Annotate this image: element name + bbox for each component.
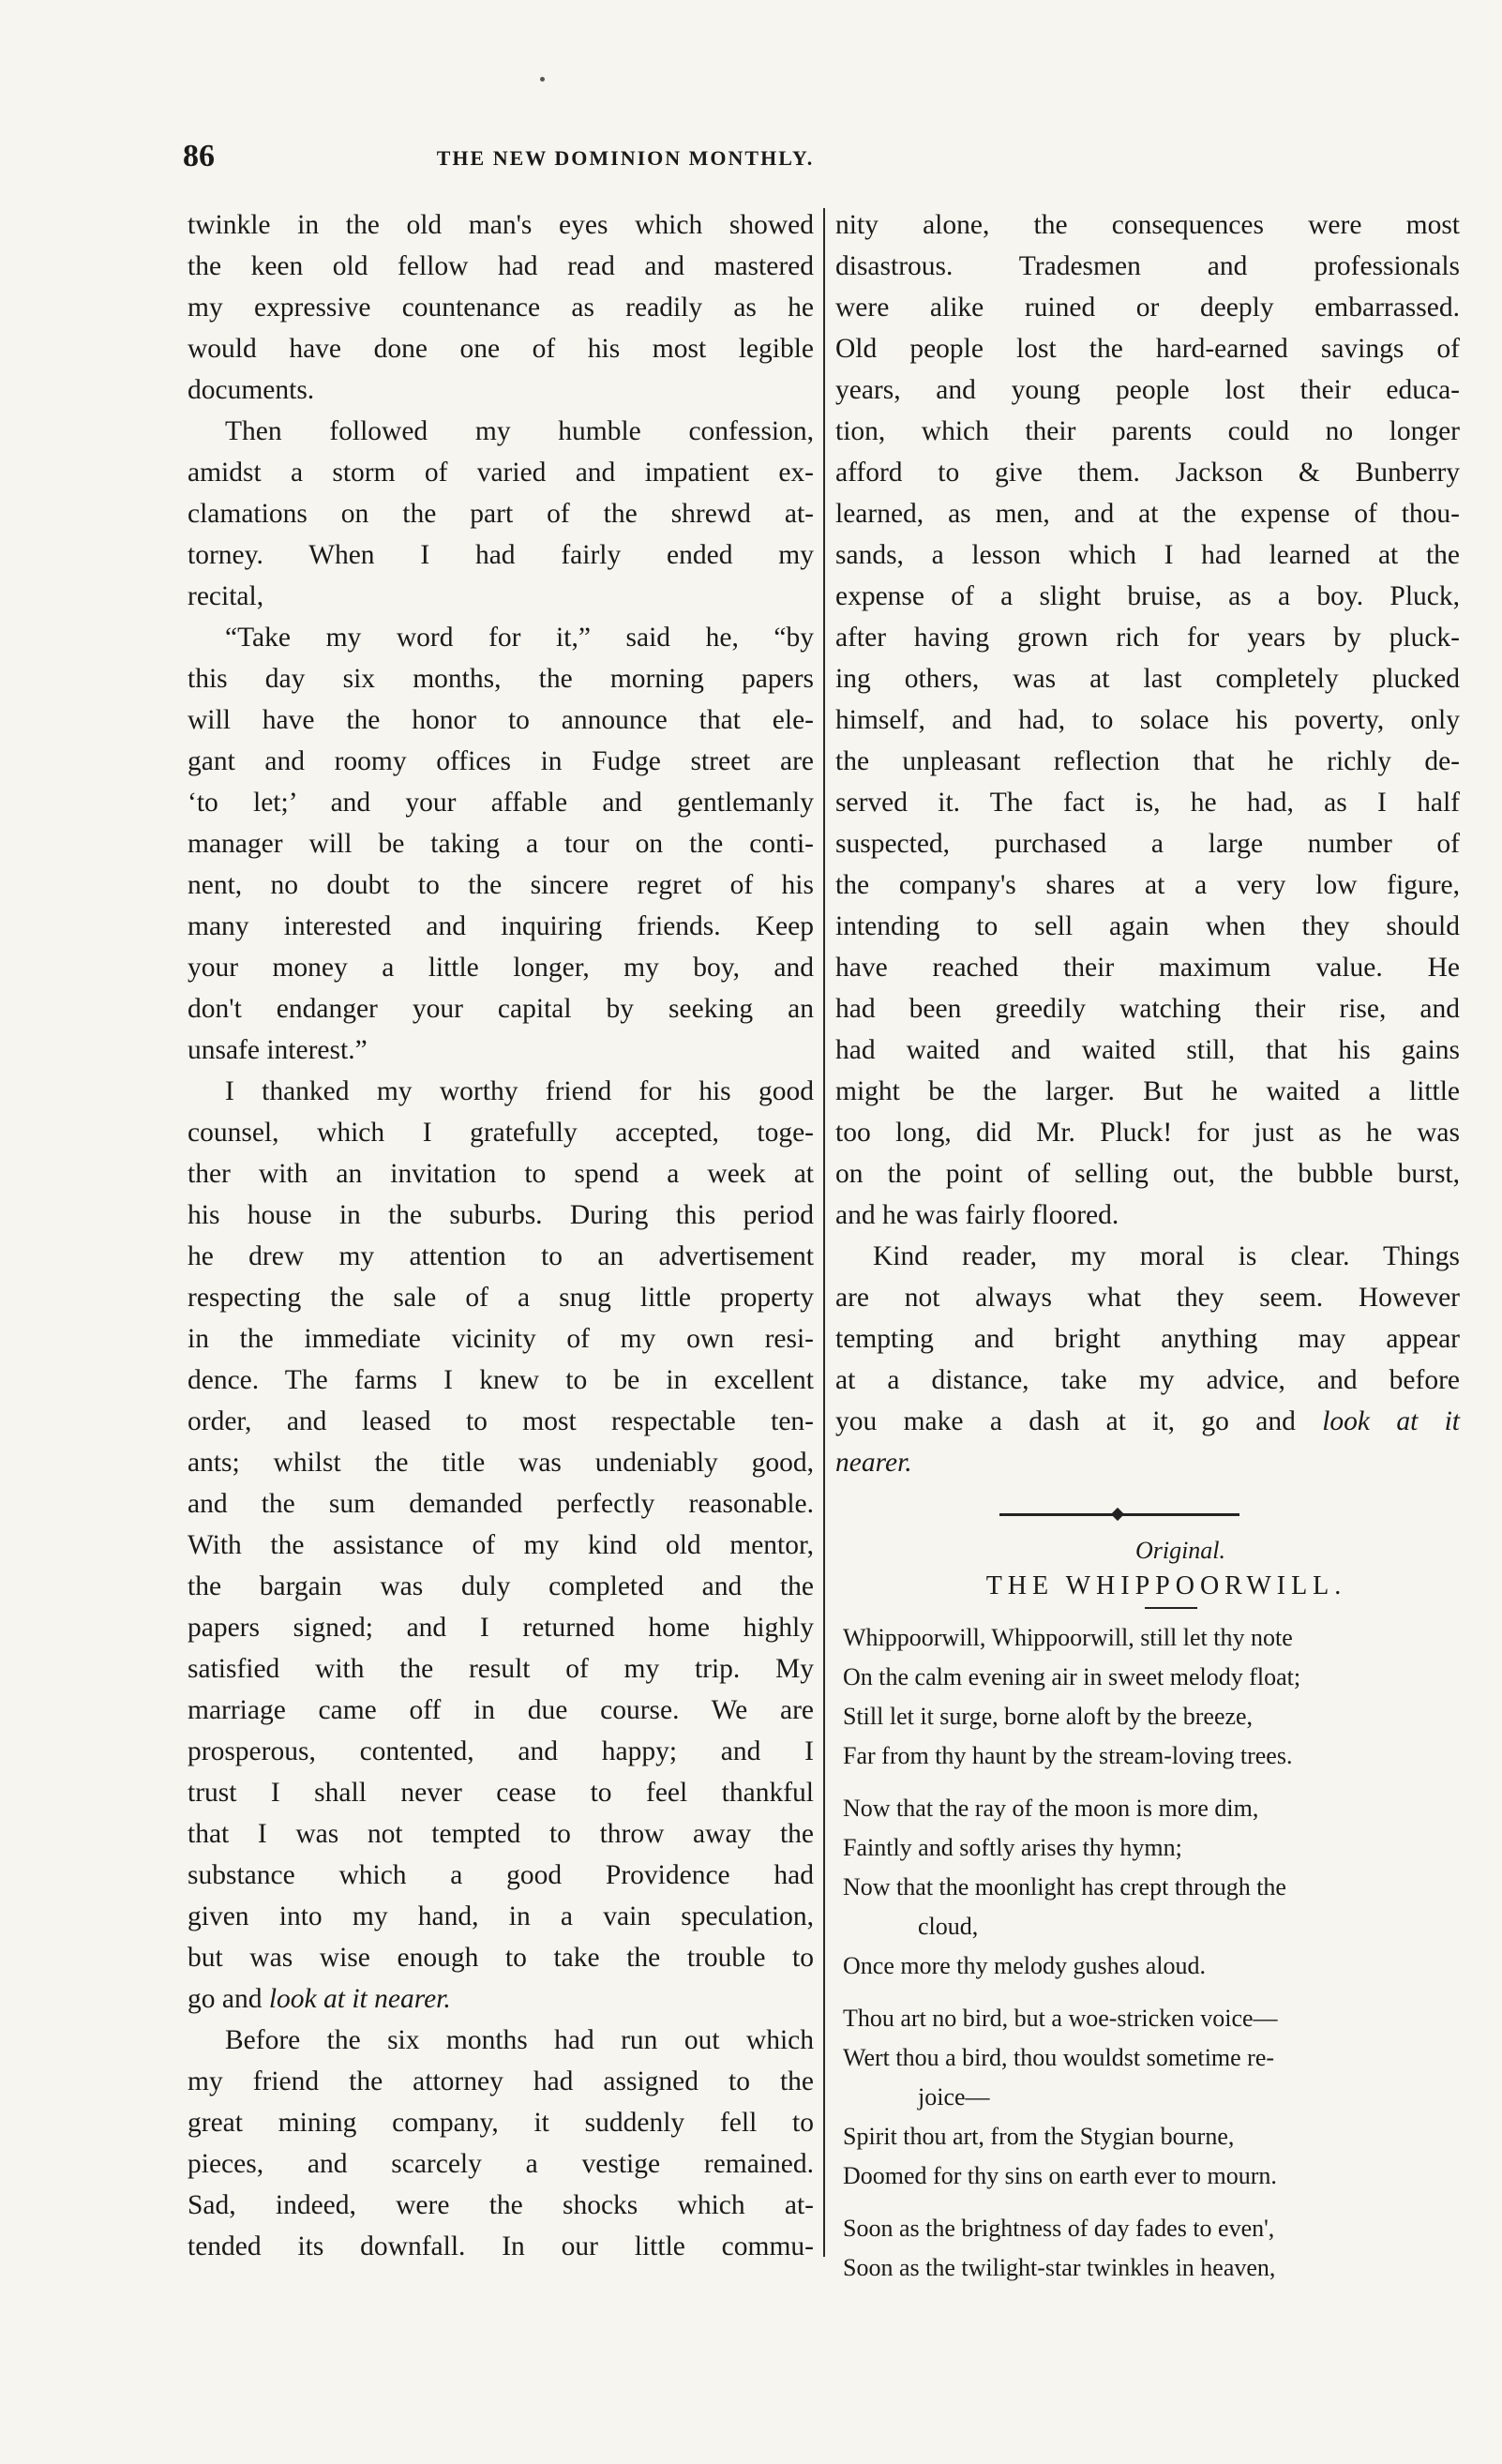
left-column — [188, 204, 814, 2267]
line-text: prosperous, contented, and happy; and I — [188, 1736, 814, 1766]
text-line — [835, 1442, 1460, 1483]
text-line — [835, 452, 1460, 493]
text-line — [835, 287, 1460, 328]
page-header — [183, 139, 1068, 176]
text-line — [188, 411, 814, 452]
text-line — [188, 287, 814, 328]
line-text: would have done one of his most legible — [188, 334, 814, 364]
line-text: at a distance, take my advice, and before — [835, 1365, 1460, 1395]
text-line — [188, 617, 814, 658]
line-text: the bargain was duly completed and the — [188, 1571, 814, 1601]
line-text: given into my hand, in a vain speculation, — [188, 1901, 814, 1931]
line-text: himself, and had, to solace his poverty, only — [835, 705, 1460, 735]
text-line — [188, 2102, 814, 2143]
text-line — [835, 576, 1460, 617]
poem-line: Soon as the twilight-star twinkles in heaven, — [843, 2254, 1276, 2281]
line-text: the keen old fellow had read and mastered — [188, 251, 814, 281]
line-text: tended its downfall. In our little commu- — [188, 2231, 814, 2261]
line-text: ants; whilst the title was undeniably good, — [188, 1448, 814, 1478]
poem-line: Now that the ray of the moon is more dim, — [843, 1795, 1259, 1822]
text-line — [188, 576, 814, 617]
poem-line: Now that the moonlight has crept through the — [843, 1873, 1286, 1901]
text-line — [188, 369, 814, 411]
line-text: Before the six months had run out which — [225, 2025, 814, 2055]
line-text: counsel, which I gratefully accepted, toge- — [188, 1118, 814, 1148]
text-line — [835, 988, 1460, 1029]
text-line — [188, 1194, 814, 1236]
text-line — [188, 782, 814, 823]
line-text: Kind reader, my moral is clear. Things — [873, 1241, 1460, 1271]
text-line — [188, 864, 814, 906]
poem-body — [835, 1618, 1460, 2288]
text-line — [835, 1029, 1460, 1071]
line-text: many interested and inquiring friends. Keep — [188, 911, 814, 941]
text-line — [188, 1483, 814, 1525]
poem-stanza — [843, 1789, 1460, 1986]
running-title: THE NEW DOMINION MONTHLY. — [436, 146, 815, 170]
text-line — [188, 1318, 814, 1360]
line-text: nent, no doubt to the sincere regret of his — [188, 870, 814, 900]
poem-stanza — [843, 2209, 1460, 2288]
line-text: tion, which their parents could no longer — [835, 416, 1460, 446]
line-text: don't endanger your capital by seeking an — [188, 994, 814, 1024]
line-text: expense of a slight bruise, as a boy. Pluck, — [835, 581, 1460, 611]
text-line — [188, 2020, 814, 2061]
page-number: 86 — [183, 139, 215, 173]
line-text: twinkle in the old man's eyes which showed — [188, 210, 814, 240]
line-text: were alike ruined or deeply embarrassed. — [835, 293, 1460, 323]
text-line — [835, 658, 1460, 699]
text-line — [188, 328, 814, 369]
text-line — [188, 699, 814, 741]
line-text: papers signed; and I returned home highly — [188, 1613, 814, 1643]
line-text: too long, did Mr. Pluck! for just as he was — [835, 1118, 1460, 1148]
poem-line: Wert thou a bird, thou wouldst sometime re- — [843, 2044, 1275, 2071]
text-line — [188, 1813, 814, 1855]
text-line — [188, 1896, 814, 1937]
text-line — [188, 823, 814, 864]
poem-line: Faintly and softly arises thy hymn; — [843, 1834, 1182, 1861]
text-line — [188, 1236, 814, 1277]
line-text: ther with an invitation to spend a week at — [188, 1159, 814, 1189]
line-text: had waited and waited still, that his gains — [835, 1035, 1460, 1065]
text-line — [188, 1112, 814, 1153]
line-text: Then followed my humble confession, — [225, 416, 814, 446]
line-text: trust I shall never cease to feel thankful — [188, 1778, 814, 1808]
poem-line: Whippoorwill, Whippoorwill, still let thy note — [843, 1624, 1293, 1651]
line-text: will have the honor to announce that ele- — [188, 705, 814, 735]
text-line — [188, 906, 814, 947]
line-text: nity alone, the consequences were most — [835, 210, 1460, 240]
line-text: my friend the attorney had assigned to the — [188, 2066, 814, 2096]
line-text: suspected, purchased a large number of — [835, 829, 1460, 859]
line-text: torney. When I had fairly ended my — [188, 540, 814, 570]
text-line — [188, 1731, 814, 1772]
poem-line: Soon as the brightness of day fades to even', — [843, 2215, 1275, 2242]
text-line — [188, 204, 814, 246]
line-text: you make a dash at it, go and — [835, 1406, 1323, 1436]
line-text: substance which a good Providence had — [188, 1860, 814, 1890]
text-line — [835, 1318, 1460, 1360]
poem-stanza — [843, 1618, 1460, 1776]
column-rule — [823, 208, 825, 2257]
line-text: my expressive countenance as readily as he — [188, 293, 814, 323]
poem-line: Thou art no bird, but a woe-stricken voice— — [843, 2005, 1278, 2032]
text-line — [188, 1937, 814, 1978]
text-line — [835, 246, 1460, 287]
line-text: in the immediate vicinity of my own resi- — [188, 1324, 814, 1354]
poem-label: Original. — [1134, 1537, 1226, 1564]
text-line — [188, 658, 814, 699]
line-text: learned, as men, and at the expense of thou- — [835, 499, 1460, 529]
text-line — [188, 1648, 814, 1690]
text-line — [835, 204, 1460, 246]
text-line — [188, 1566, 814, 1607]
text-line — [188, 1360, 814, 1401]
poem-title: THE WHIPPOORWILL. — [985, 1571, 1347, 1600]
text-line — [188, 2226, 814, 2267]
poem-line: On the calm evening air in sweet melody float; — [843, 1663, 1301, 1690]
text-line — [835, 493, 1460, 534]
text-line — [188, 988, 814, 1029]
text-line — [835, 823, 1460, 864]
text-line — [835, 782, 1460, 823]
italic-text: look at it — [1322, 1406, 1460, 1436]
text-line — [188, 947, 814, 988]
text-line — [188, 2143, 814, 2185]
line-text: on the point of selling out, the bubble burst, — [835, 1159, 1460, 1189]
text-line — [188, 1442, 814, 1483]
line-text: clamations on the part of the shrewd at- — [188, 499, 814, 529]
text-line — [835, 617, 1460, 658]
line-text: and he was fairly floored. — [835, 1200, 1119, 1230]
text-line — [835, 864, 1460, 906]
line-text: sands, a lesson which I had learned at the — [835, 540, 1460, 570]
text-line — [835, 369, 1460, 411]
italic-text: look at it nearer. — [268, 1984, 451, 2014]
line-text: years, and young people lost their educa- — [835, 375, 1460, 405]
text-line — [835, 947, 1460, 988]
line-text: ing others, was at last completely plucked — [835, 664, 1460, 694]
text-line — [188, 1153, 814, 1194]
text-line — [835, 1236, 1460, 1277]
line-text: the unpleasant reflection that he richly de- — [835, 746, 1460, 776]
line-text: “Take my word for it,” said he, “by — [225, 623, 814, 653]
line-text: Sad, indeed, were the shocks which at- — [188, 2190, 814, 2220]
line-text: marriage came off in due course. We are — [188, 1695, 814, 1725]
text-line — [835, 1112, 1460, 1153]
poem-line: Once more thy melody gushes aloud. — [843, 1952, 1207, 1979]
section-divider — [835, 1496, 1460, 1534]
text-line — [835, 1360, 1460, 1401]
text-line — [835, 411, 1460, 452]
line-text: order, and leased to most respectable ten- — [188, 1406, 814, 1436]
line-text: great mining company, it suddenly fell to — [188, 2108, 814, 2138]
line-text: recital, — [188, 581, 264, 611]
line-text: unsafe interest.” — [188, 1035, 368, 1065]
line-text: and the sum demanded perfectly reasonable. — [188, 1489, 814, 1519]
text-line — [835, 1071, 1460, 1112]
text-line — [188, 1277, 814, 1318]
divider-ornament-icon — [1111, 1508, 1124, 1521]
text-line — [188, 1607, 814, 1648]
text-line — [188, 1690, 814, 1731]
right-column-text — [835, 204, 1460, 1483]
text-line — [188, 1978, 814, 2020]
line-text: Old people lost the hard-earned savings of — [835, 334, 1460, 364]
text-line — [835, 699, 1460, 741]
line-text: but was wise enough to take the trouble to — [188, 1943, 814, 1973]
poem-line: Doomed for thy sins on earth ever to mourn. — [843, 2162, 1277, 2189]
text-line — [188, 1525, 814, 1566]
poem-line: Spirit thou art, from the Stygian bourne, — [843, 2123, 1235, 2150]
line-text: tempting and bright anything may appear — [835, 1324, 1460, 1354]
text-line — [835, 1277, 1460, 1318]
text-line — [188, 1029, 814, 1071]
italic-text: nearer. — [835, 1448, 912, 1478]
text-line — [188, 534, 814, 576]
line-text: have reached their maximum value. He — [835, 953, 1460, 983]
line-text: With the assistance of my kind old mentor, — [188, 1530, 814, 1560]
right-column — [835, 204, 1460, 2301]
print-speck — [540, 77, 545, 82]
line-text: intending to sell again when they should — [835, 911, 1460, 941]
line-text: are not always what they seem. However — [835, 1283, 1460, 1313]
line-text: your money a little longer, my boy, and — [188, 953, 814, 983]
text-line — [835, 1401, 1460, 1442]
text-line — [835, 741, 1460, 782]
text-line — [188, 1772, 814, 1813]
poem-line: Far from thy haunt by the stream-loving trees. — [843, 1742, 1293, 1769]
line-text: satisfied with the result of my trip. My — [188, 1654, 814, 1684]
line-text: amidst a storm of varied and impatient ex- — [188, 458, 814, 488]
text-line — [835, 534, 1460, 576]
line-text: dence. The farms I knew to be in excellent — [188, 1365, 814, 1395]
line-text: afford to give them. Jackson & Bunberry — [835, 458, 1460, 488]
text-line — [835, 1194, 1460, 1236]
line-text: served it. The fact is, he had, as I half — [835, 788, 1460, 818]
line-text: he drew my attention to an advertisement — [188, 1241, 814, 1271]
text-line — [188, 452, 814, 493]
text-line — [188, 2061, 814, 2102]
line-text: that I was not tempted to throw away the — [188, 1819, 814, 1849]
poem-line: cloud, — [918, 1913, 979, 1940]
line-text: respecting the sale of a snug little property — [188, 1283, 814, 1313]
poem-stanza — [843, 1999, 1460, 2196]
text-line — [188, 741, 814, 782]
line-text: the company's shares at a very low figure, — [835, 870, 1460, 900]
line-text: manager will be taking a tour on the conti- — [188, 829, 814, 859]
line-text: disastrous. Tradesmen and professionals — [835, 251, 1460, 281]
text-line — [188, 493, 814, 534]
text-line — [835, 906, 1460, 947]
text-line — [188, 1401, 814, 1442]
line-text: pieces, and scarcely a vestige remained. — [188, 2149, 814, 2179]
line-text: after having grown rich for years by pluck- — [835, 623, 1460, 653]
line-text: documents. — [188, 375, 315, 405]
line-text: this day six months, the morning papers — [188, 664, 814, 694]
poem-line: Still let it surge, borne aloft by the breeze, — [843, 1703, 1254, 1730]
poem-line: joice— — [918, 2083, 990, 2111]
text-line — [188, 1071, 814, 1112]
text-line — [835, 328, 1460, 369]
text-line — [188, 1855, 814, 1896]
line-text: might be the larger. But he waited a little — [835, 1076, 1460, 1106]
title-underline — [1145, 1607, 1197, 1609]
line-text: his house in the suburbs. During this period — [188, 1200, 814, 1230]
text-line — [188, 246, 814, 287]
line-text: gant and roomy offices in Fudge street are — [188, 746, 814, 776]
line-text: I thanked my worthy friend for his good — [225, 1076, 814, 1106]
line-text: go and — [188, 1984, 269, 2014]
text-line — [835, 1153, 1460, 1194]
line-text: ‘to let;’ and your affable and gentlemanly — [188, 788, 814, 818]
line-text: had been greedily watching their rise, and — [835, 994, 1460, 1024]
text-line — [188, 2185, 814, 2226]
